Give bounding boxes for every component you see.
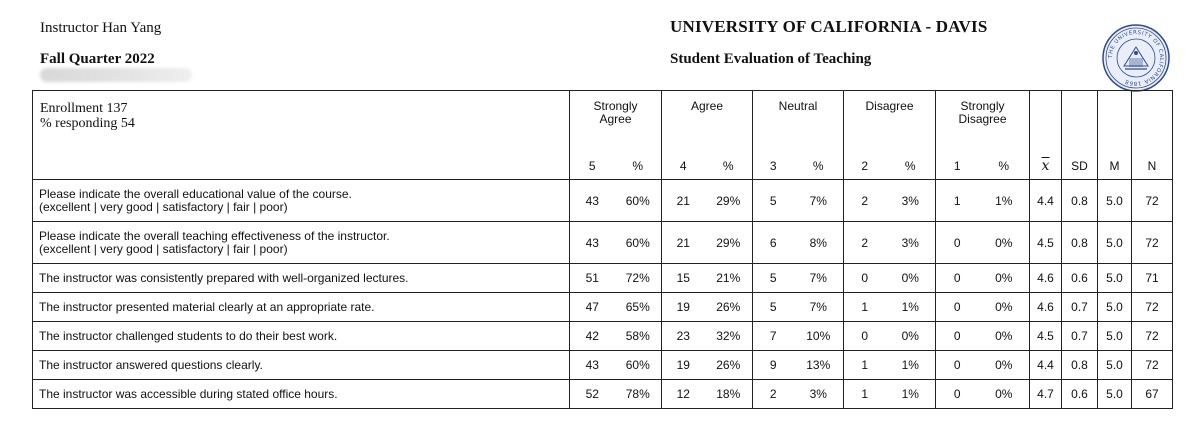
score-label: 3 bbox=[753, 153, 794, 180]
sd-cell: 0.8 bbox=[1062, 222, 1098, 264]
percent-cell: 60% bbox=[615, 180, 662, 222]
table-row bbox=[33, 380, 1173, 409]
percent-cell: 0% bbox=[979, 293, 1030, 322]
count-cell: 0 bbox=[844, 264, 886, 293]
question-cell bbox=[33, 322, 570, 351]
question-cell bbox=[33, 180, 570, 222]
count-cell: 7 bbox=[753, 322, 794, 351]
median-header: M bbox=[1098, 153, 1132, 180]
percent-cell: 72% bbox=[615, 264, 662, 293]
evaluation-table bbox=[32, 90, 1173, 409]
mean-symbol: $\overline{x}$ bbox=[1041, 158, 1050, 174]
count-cell: 2 bbox=[753, 380, 794, 409]
sd-cell: 0.8 bbox=[1062, 351, 1098, 380]
mean-cell: 4.7 bbox=[1030, 380, 1062, 409]
percent-cell: 26% bbox=[705, 293, 753, 322]
col-label: Strongly Agree bbox=[593, 99, 638, 126]
count-cell: 5 bbox=[753, 180, 794, 222]
enrollment-count: Enrollment 137 bbox=[40, 101, 128, 116]
percent-cell: 7% bbox=[794, 293, 844, 322]
n-header: N bbox=[1132, 153, 1173, 180]
median-cell: 5.0 bbox=[1098, 351, 1132, 380]
sd-cell: 0.6 bbox=[1062, 264, 1098, 293]
mean-cell: 4.5 bbox=[1030, 322, 1062, 351]
sd-cell: 0.8 bbox=[1062, 180, 1098, 222]
question-cell bbox=[33, 351, 570, 380]
percent-cell: 26% bbox=[705, 351, 753, 380]
n-cell: 72 bbox=[1132, 180, 1173, 222]
stat-header-blank bbox=[1030, 91, 1062, 154]
count-cell: 1 bbox=[936, 180, 979, 222]
count-cell: 2 bbox=[844, 180, 886, 222]
count-cell: 0 bbox=[936, 380, 979, 409]
percent-cell: 18% bbox=[705, 380, 753, 409]
sd-header: SD bbox=[1062, 153, 1098, 180]
question-cell bbox=[33, 293, 570, 322]
count-cell: 0 bbox=[936, 293, 979, 322]
pct-label: % bbox=[886, 153, 936, 180]
mean-cell: 4.5 bbox=[1030, 222, 1062, 264]
count-cell: 42 bbox=[570, 322, 615, 351]
question-text: The instructor challenged students to do their best work. bbox=[39, 328, 338, 343]
col-label: Disagree bbox=[865, 99, 914, 113]
table-row bbox=[33, 322, 1173, 351]
median-cell: 5.0 bbox=[1098, 293, 1132, 322]
median-cell: 5.0 bbox=[1098, 380, 1132, 409]
percent-cell: 60% bbox=[615, 222, 662, 264]
score-label: 5 bbox=[570, 153, 615, 180]
percent-cell: 0% bbox=[979, 380, 1030, 409]
question-scale-note: (excellent | very good | satisfactory | fair | poor) bbox=[39, 241, 288, 256]
count-cell: 43 bbox=[570, 351, 615, 380]
n-cell: 72 bbox=[1132, 222, 1173, 264]
enrollment-cell bbox=[33, 91, 570, 154]
count-cell: 21 bbox=[662, 180, 705, 222]
question-cell bbox=[33, 222, 570, 264]
pct-label: % bbox=[794, 153, 844, 180]
median-cell: 5.0 bbox=[1098, 322, 1132, 351]
count-cell: 0 bbox=[936, 222, 979, 264]
percent-cell: 0% bbox=[979, 351, 1030, 380]
percent-cell: 0% bbox=[979, 322, 1030, 351]
redacted-text-blur bbox=[40, 68, 192, 82]
instructor-name: Instructor Han Yang bbox=[40, 20, 162, 36]
col-label: Neutral bbox=[778, 99, 818, 113]
median-cell: 5.0 bbox=[1098, 222, 1132, 264]
header-row-groups bbox=[33, 91, 1173, 154]
percent-cell: 1% bbox=[886, 380, 936, 409]
university-title: UNIVERSITY OF CALIFORNIA - DAVIS bbox=[670, 17, 988, 36]
table-row bbox=[33, 293, 1173, 322]
stat-header-blank bbox=[1062, 91, 1098, 154]
percent-cell: 32% bbox=[705, 322, 753, 351]
percent-cell: 10% bbox=[794, 322, 844, 351]
count-cell: 9 bbox=[753, 351, 794, 380]
percent-cell: 7% bbox=[794, 180, 844, 222]
median-cell: 5.0 bbox=[1098, 264, 1132, 293]
col-label: Strongly Disagree bbox=[958, 99, 1007, 126]
count-cell: 5 bbox=[753, 264, 794, 293]
count-cell: 0 bbox=[936, 322, 979, 351]
table-body bbox=[33, 180, 1173, 409]
percent-cell: 29% bbox=[705, 180, 753, 222]
count-cell: 5 bbox=[753, 293, 794, 322]
percent-cell: 65% bbox=[615, 293, 662, 322]
percent-cell: 3% bbox=[886, 180, 936, 222]
question-text: Please indicate the overall teaching effectiveness of the instructor. bbox=[39, 228, 390, 243]
count-cell: 52 bbox=[570, 380, 615, 409]
percent-cell: 60% bbox=[615, 351, 662, 380]
table-row bbox=[33, 351, 1173, 380]
question-text: The instructor was consistently prepared with well-organized lectures. bbox=[39, 270, 409, 285]
table-row bbox=[33, 222, 1173, 264]
col-strongly-disagree bbox=[936, 91, 1030, 154]
percent-cell: 3% bbox=[794, 380, 844, 409]
pct-label: % bbox=[615, 153, 662, 180]
pct-label: % bbox=[705, 153, 753, 180]
count-cell: 2 bbox=[844, 222, 886, 264]
percent-cell: 7% bbox=[794, 264, 844, 293]
question-text: The instructor presented material clearly at an appropriate rate. bbox=[39, 299, 375, 314]
count-cell: 0 bbox=[936, 264, 979, 293]
n-cell: 71 bbox=[1132, 264, 1173, 293]
mean-cell: 4.6 bbox=[1030, 264, 1062, 293]
count-cell: 43 bbox=[570, 222, 615, 264]
median-cell: 5.0 bbox=[1098, 180, 1132, 222]
question-text: The instructor was accessible during stated office hours. bbox=[39, 386, 338, 401]
percent-cell: 21% bbox=[705, 264, 753, 293]
enrollment-cell-blank bbox=[33, 153, 570, 180]
uc-seal-logo bbox=[1102, 20, 1170, 96]
stat-header-blank bbox=[1098, 91, 1132, 154]
n-cell: 72 bbox=[1132, 322, 1173, 351]
pct-label: % bbox=[979, 153, 1030, 180]
percent-cell: 13% bbox=[794, 351, 844, 380]
col-agree bbox=[662, 91, 753, 154]
count-cell: 51 bbox=[570, 264, 615, 293]
question-cell bbox=[33, 264, 570, 293]
percent-cell: 0% bbox=[886, 322, 936, 351]
count-cell: 15 bbox=[662, 264, 705, 293]
n-cell: 72 bbox=[1132, 293, 1173, 322]
mean-cell: 4.4 bbox=[1030, 351, 1062, 380]
count-cell: 43 bbox=[570, 180, 615, 222]
col-neutral bbox=[753, 91, 844, 154]
percent-cell: 1% bbox=[886, 351, 936, 380]
count-cell: 19 bbox=[662, 351, 705, 380]
term-label: Fall Quarter 2022 bbox=[40, 51, 155, 67]
percent-cell: 58% bbox=[615, 322, 662, 351]
count-cell: 21 bbox=[662, 222, 705, 264]
col-label: Agree bbox=[690, 99, 724, 113]
percent-cell: 78% bbox=[615, 380, 662, 409]
n-cell: 72 bbox=[1132, 351, 1173, 380]
question-cell bbox=[33, 380, 570, 409]
count-cell: 1 bbox=[844, 380, 886, 409]
table-row bbox=[33, 264, 1173, 293]
count-cell: 12 bbox=[662, 380, 705, 409]
percent-cell: 0% bbox=[979, 222, 1030, 264]
percent-cell: 3% bbox=[886, 222, 936, 264]
col-strongly-agree bbox=[570, 91, 662, 154]
percent-cell: 0% bbox=[979, 264, 1030, 293]
count-cell: 0 bbox=[844, 322, 886, 351]
col-disagree bbox=[844, 91, 936, 154]
percent-cell: 8% bbox=[794, 222, 844, 264]
sd-cell: 0.6 bbox=[1062, 380, 1098, 409]
stat-header-blank bbox=[1132, 91, 1173, 154]
count-cell: 1 bbox=[844, 351, 886, 380]
count-cell: 6 bbox=[753, 222, 794, 264]
count-cell: 1 bbox=[844, 293, 886, 322]
count-cell: 23 bbox=[662, 322, 705, 351]
count-cell: 47 bbox=[570, 293, 615, 322]
header-row-scores bbox=[33, 153, 1173, 180]
question-text: The instructor answered questions clearly. bbox=[39, 357, 263, 372]
percent-cell: 29% bbox=[705, 222, 753, 264]
mean-header bbox=[1030, 153, 1062, 180]
score-label: 1 bbox=[936, 153, 979, 180]
mean-cell: 4.4 bbox=[1030, 180, 1062, 222]
sd-cell: 0.7 bbox=[1062, 322, 1098, 351]
count-cell: 19 bbox=[662, 293, 705, 322]
question-scale-note: (excellent | very good | satisfactory | fair | poor) bbox=[39, 199, 288, 214]
question-text: Please indicate the overall educational value of the course. bbox=[39, 186, 352, 201]
table-row bbox=[33, 180, 1173, 222]
n-cell: 67 bbox=[1132, 380, 1173, 409]
percent-cell: 1% bbox=[886, 293, 936, 322]
response-rate: % responding 54 bbox=[40, 116, 135, 131]
count-cell: 0 bbox=[936, 351, 979, 380]
mean-cell: 4.6 bbox=[1030, 293, 1062, 322]
score-label: 4 bbox=[662, 153, 705, 180]
svg-text:THE UNIVERSITY OF CALIFORNIA 1: THE UNIVERSITY OF CALIFORNIA 1868 bbox=[1107, 29, 1165, 87]
score-label: 2 bbox=[844, 153, 886, 180]
report-subtitle: Student Evaluation of Teaching bbox=[670, 51, 872, 67]
percent-cell: 1% bbox=[979, 180, 1030, 222]
percent-cell: 0% bbox=[886, 264, 936, 293]
sd-cell: 0.7 bbox=[1062, 293, 1098, 322]
